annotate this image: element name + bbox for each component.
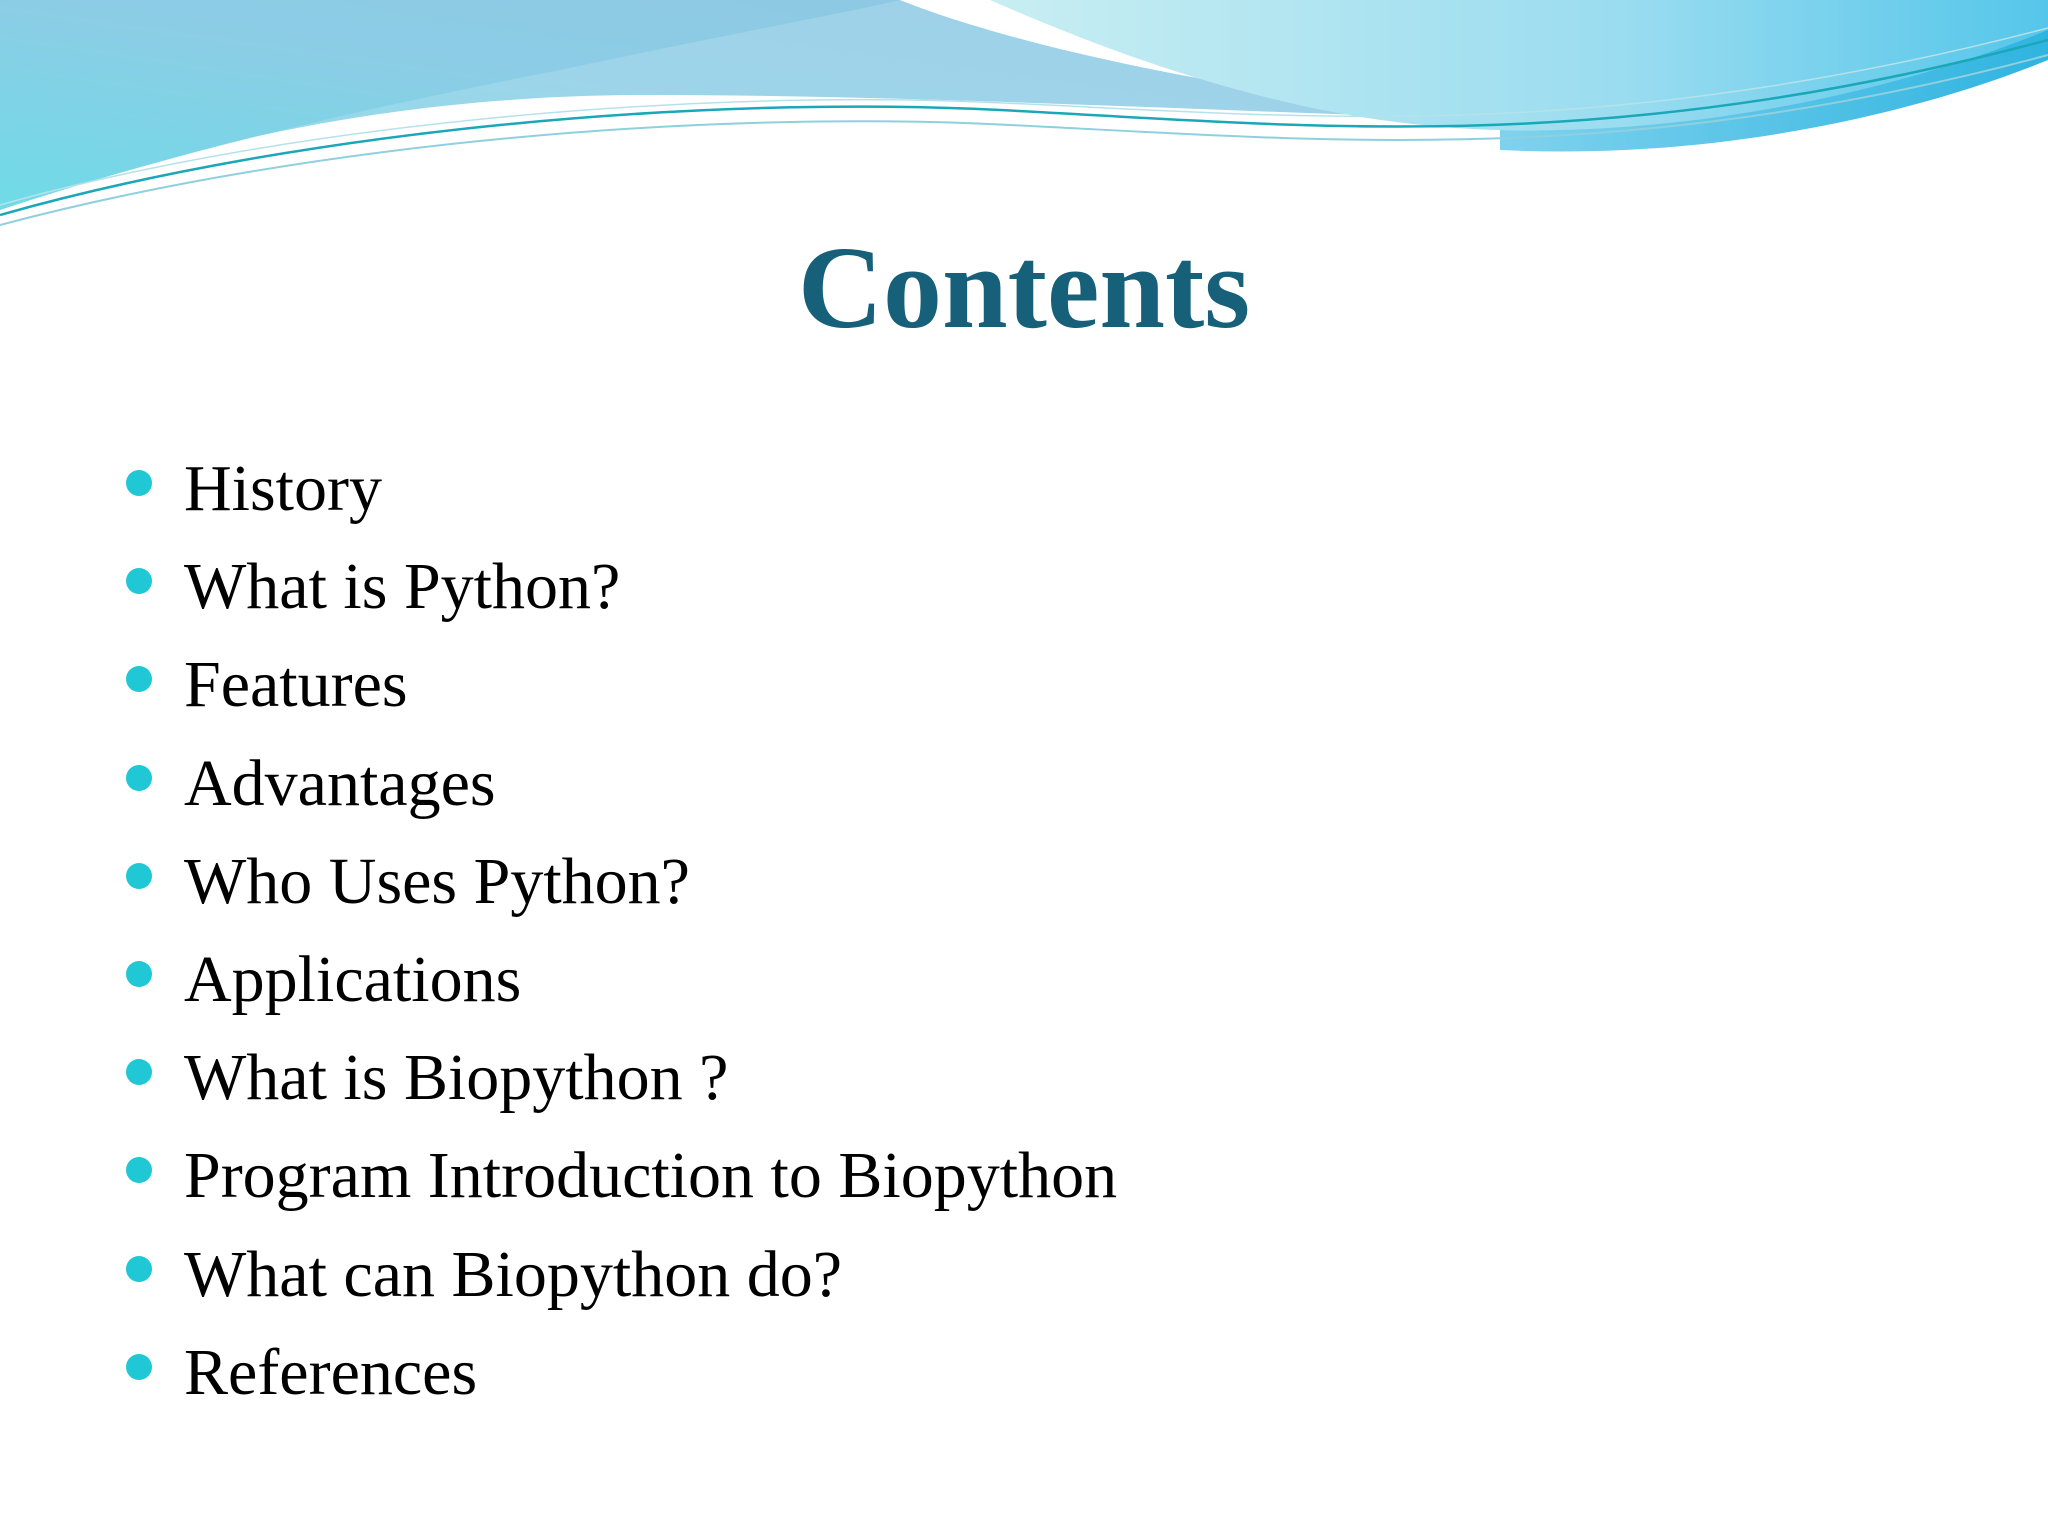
list-item — [126, 538, 1826, 636]
list-item-label: Advantages — [184, 746, 496, 820]
list-item-label: History — [184, 452, 382, 526]
wave-banner-decoration — [0, 0, 2048, 240]
bullet-dot-icon — [126, 863, 152, 889]
list-item — [126, 833, 1826, 931]
list-item-label: Applications — [184, 943, 522, 1017]
bullet-dot-icon — [126, 470, 152, 496]
list-item-label: What can Biopython do? — [184, 1237, 843, 1311]
list-item-label: Features — [184, 648, 408, 722]
slide-title: Contents — [797, 222, 1251, 353]
list-item-label: References — [184, 1335, 478, 1409]
list-item — [126, 440, 1826, 538]
bullet-dot-icon — [126, 1059, 152, 1085]
bullet-dot-icon — [126, 1157, 152, 1183]
bullet-dot-icon — [126, 1354, 152, 1380]
list-item — [126, 735, 1826, 833]
list-item — [126, 1226, 1826, 1324]
list-item-label: Who Uses Python? — [184, 844, 690, 918]
list-item-label: Program Introduction to Biopython — [184, 1139, 1118, 1213]
list-item-label: What is Biopython ? — [184, 1041, 729, 1115]
contents-list — [126, 440, 1826, 1422]
list-item — [126, 1324, 1826, 1422]
list-item — [126, 1029, 1826, 1127]
bullet-dot-icon — [126, 765, 152, 791]
list-item — [126, 1127, 1826, 1225]
bullet-dot-icon — [126, 1256, 152, 1282]
list-item — [126, 636, 1826, 734]
bullet-dot-icon — [126, 666, 152, 692]
bullet-dot-icon — [126, 961, 152, 987]
list-item — [126, 931, 1826, 1029]
bullet-dot-icon — [126, 568, 152, 594]
list-item-label: What is Python? — [184, 550, 621, 624]
